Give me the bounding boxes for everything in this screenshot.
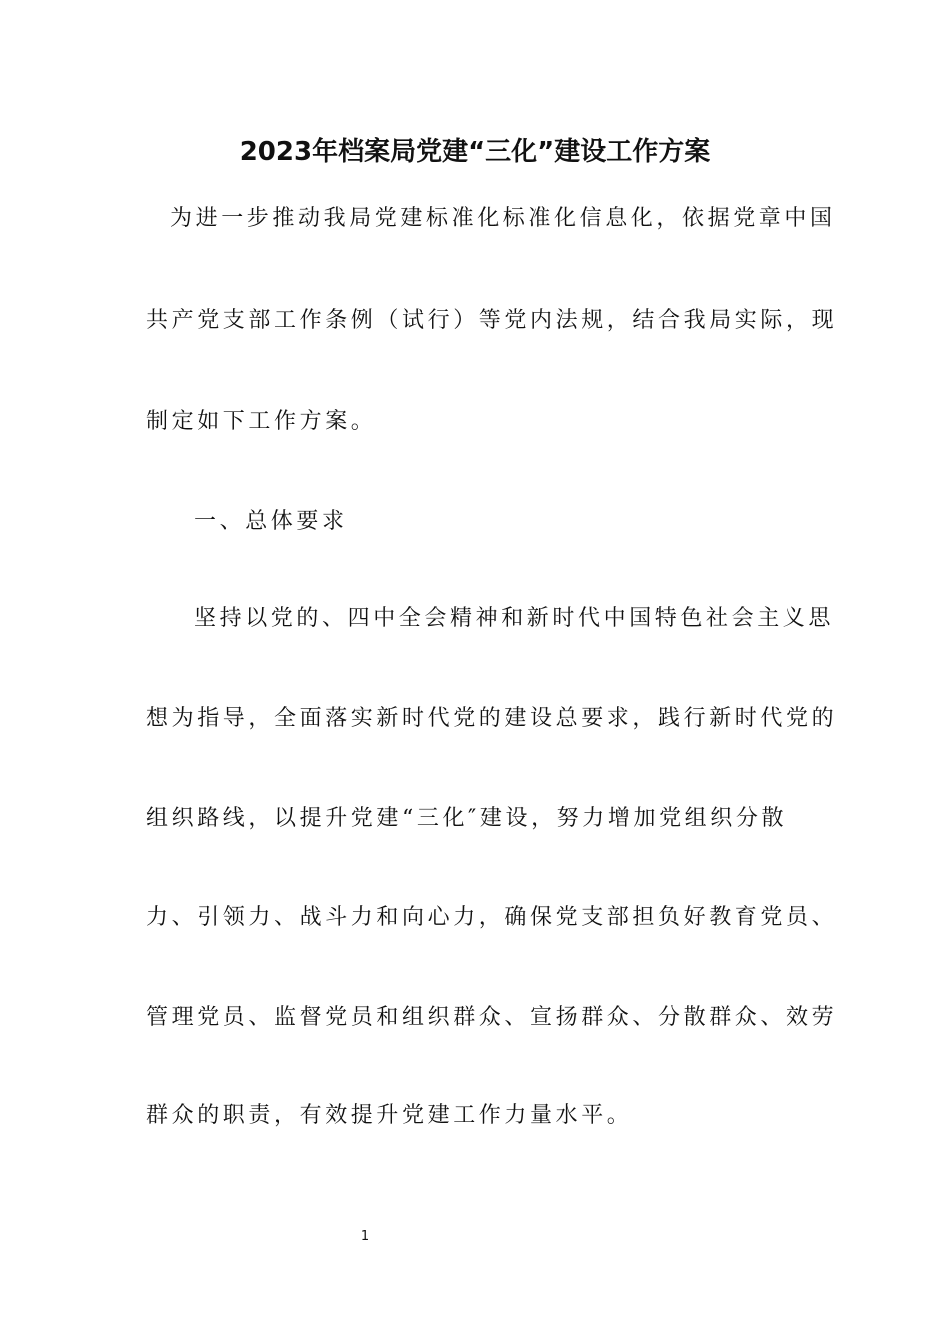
- intro-line-1: 为进一步推动我局党建标准化标准化信息化，依据党章中国: [170, 206, 836, 231]
- section-heading: 一、总体要求: [194, 509, 348, 534]
- body-line-4: 力、引领力、战斗力和向心力，确保党支部担负好教育党员、: [146, 905, 838, 930]
- body-line-1: 坚持以党的、四中全会精神和新时代中国特色社会主义思: [194, 606, 835, 631]
- intro-line-3: 制定如下工作方案。: [146, 409, 377, 434]
- body-line-5: 管理党员、监督党员和组织群众、宣扬群众、分散群众、效劳: [146, 1005, 838, 1030]
- intro-line-2: 共产党支部工作条例（试行）等党内法规，结合我局实际，现: [146, 308, 838, 333]
- page-number: 1: [360, 1229, 370, 1244]
- document-title: 2023年档案局党建“三化”建设工作方案: [239, 137, 711, 167]
- body-line-6: 群众的职责，有效提升党建工作力量水平。: [146, 1103, 633, 1128]
- body-line-2: 想为指导，全面落实新时代党的建设总要求，践行新时代党的: [146, 706, 838, 731]
- body-line-3: 组织路线，以提升党建“三化″建设，努力增加党组织分散: [146, 806, 788, 831]
